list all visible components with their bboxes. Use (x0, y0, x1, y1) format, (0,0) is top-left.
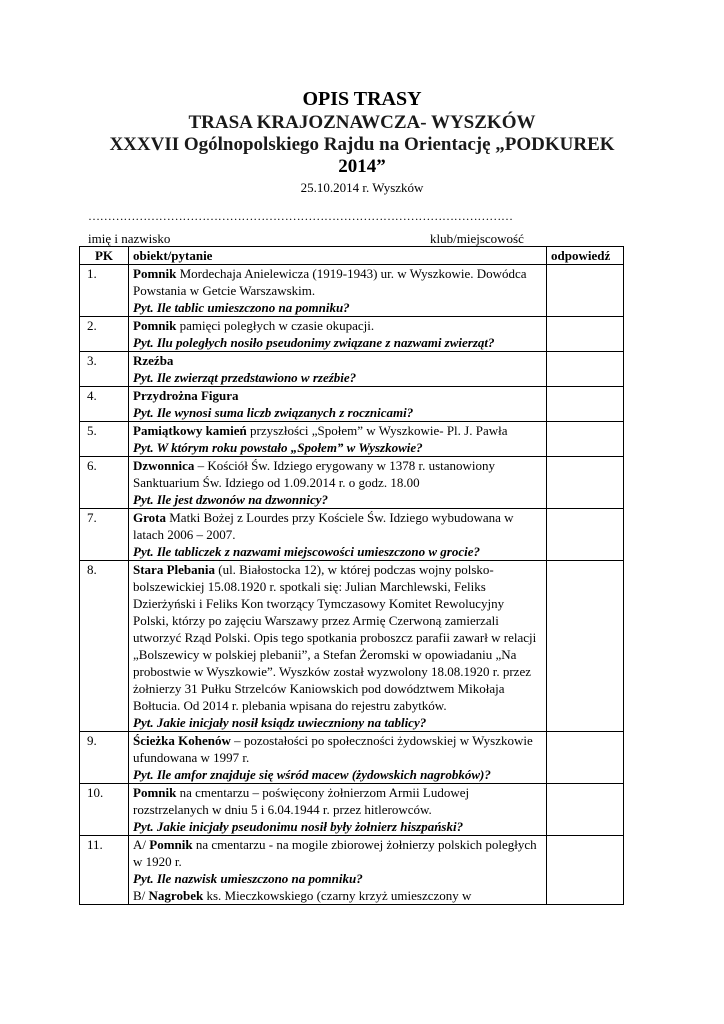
row-object: Grota (133, 510, 166, 525)
doc-title: OPIS TRASY (302, 88, 422, 110)
table-row (80, 784, 624, 836)
route-title: TRASA KRAJOZNAWCZA- WYSZKÓW (188, 112, 536, 133)
table-row (80, 422, 624, 457)
row-object: Pomnik (133, 785, 177, 800)
row-question: Pyt. Ile tablic umieszczono na pomniku? (133, 300, 350, 315)
row-text: (ul. Białostocka 12), w której podczas wojny polsko-bolszewickiej 15.08.1920 r. spotkali się: Julian Marchlewski, Feliks Dzierżyński i Feliks Kon tworzący Tymczasowy Komitet Rewolucyjny Polski, którzy po zajęciu Warszawy przez Armię Czerwoną zamierzali utworzyć Rząd Polski. Opis tego spotkania proboszcz parafii zawarł w relacji „Bolszewicy w polskiej plebanii”, a Stefan Żeromski w opowiadaniu „Na probostwie w Wyszkowie”. Wyszków został wyzwolony 18.08.1920 r. przez żołnierzy 31 Pułku Strzelców Kaniowskich pod dowództwem Mikołaja Bołtucia. Od 2014 r. plebania wpisana do rejestru zabytków. (133, 562, 537, 713)
table-row (80, 265, 624, 317)
row-question: Pyt. Jakie inicjały pseudonimu nosił były żołnierz hiszpański? (133, 819, 464, 834)
answer-cell[interactable] (547, 457, 624, 509)
answer-cell[interactable] (547, 387, 624, 422)
answer-cell[interactable] (547, 784, 624, 836)
row-question: Pyt. Jakie inicjały nosił ksiądz uwieczniony na tablicy? (133, 715, 427, 730)
row-object: Ścieżka Kohenów (133, 733, 231, 748)
row-object: Przydrożna Figura (133, 388, 239, 403)
answer-cell[interactable] (547, 732, 624, 784)
row-description (129, 387, 547, 422)
answer-cell[interactable] (547, 561, 624, 732)
row-description (129, 422, 547, 457)
event-title-line2: 2014” (338, 156, 386, 177)
row-pk: 1. (80, 265, 129, 317)
row-pk: 7. (80, 509, 129, 561)
row-prefix: A/ (133, 837, 150, 852)
row-text: na cmentarzu – poświęcony żołnierzom Armii Ludowej rozstrzelanych w dniu 5 i 6.04.1944 r. przez hitlerowców. (133, 785, 470, 817)
row-object: Dzwonnica (133, 458, 195, 473)
row-object: Pomnik (133, 266, 177, 281)
row-description (129, 784, 547, 836)
row-description (129, 561, 547, 732)
row-text: Mordechaja Anielewicza (1919-1943) ur. w Wyszkowie. Dowódca Powstania w Getcie Warszawskim. (133, 266, 527, 298)
row-pk: 4. (80, 387, 129, 422)
pk-header: PK (80, 247, 129, 265)
event-title-line1: XXXVII Ogólnopolskiego Rajdu na Orientację „PODKUREK (109, 134, 615, 155)
row-question: Pyt. W którym roku powstało „Społem” w Wyszkowie? (133, 440, 423, 455)
answer-cell[interactable] (547, 317, 624, 352)
table-row (80, 352, 624, 387)
answer-header: odpowiedź (547, 247, 624, 265)
row-description (129, 457, 547, 509)
table-row (80, 509, 624, 561)
row-text: przyszłości „Społem” w Wyszkowie- Pl. J. Pawła (246, 423, 508, 438)
row-pk: 2. (80, 317, 129, 352)
answer-cell[interactable] (547, 265, 624, 317)
row-text: – pozostałości po społeczności żydowskiej w Wyszkowie ufundowana w 1997 r. (133, 733, 533, 765)
object-header: obiekt/pytanie (129, 247, 547, 265)
route-table (79, 246, 624, 905)
row-description (129, 509, 547, 561)
row-description (129, 836, 547, 905)
row-description (129, 317, 547, 352)
row-pk: 8. (80, 561, 129, 732)
row-pk: 11. (80, 836, 129, 905)
row-prefix: B/ (133, 888, 149, 903)
answer-cell[interactable] (547, 509, 624, 561)
row-pk: 10. (80, 784, 129, 836)
table-row (80, 457, 624, 509)
row-question: Pyt. Ile wynosi suma liczb związanych z rocznicami? (133, 405, 414, 420)
table-header-row (80, 247, 624, 265)
row-text: ks. Mieczkowskiego (czarny krzyż umieszczony w (203, 888, 472, 903)
row-pk: 9. (80, 732, 129, 784)
answer-cell[interactable] (547, 422, 624, 457)
row-object: Stara Plebania (133, 562, 215, 577)
row-pk: 6. (80, 457, 129, 509)
table-row-11 (80, 836, 624, 905)
name-label: imię i nazwisko (88, 231, 171, 246)
row-object: Rzeźba (133, 353, 174, 368)
answer-cell[interactable] (547, 352, 624, 387)
row-question: Pyt. Ile zwierząt przedstawiono w rzeźbie? (133, 370, 357, 385)
row-text: pamięci poległych w czasie okupacji. (176, 318, 375, 333)
event-date: 25.10.2014 r. Wyszków (300, 180, 424, 195)
table-row (80, 317, 624, 352)
row-object: Nagrobek (148, 888, 204, 903)
row-object: Pomnik (149, 837, 193, 852)
row-description (129, 352, 547, 387)
row-object: Pomnik (133, 318, 177, 333)
row-description (129, 265, 547, 317)
answer-cell[interactable] (547, 836, 624, 905)
row-object: Pamiątkowy kamień (133, 423, 247, 438)
row-question: Pyt. Ilu poległych nosiło pseudonimy związane z nazwami zwierząt? (133, 335, 495, 350)
club-label: klub/miejscowość (430, 231, 524, 246)
row-question: Pyt. Ile tabliczek z nazwami miejscowości umieszczono w grocie? (133, 544, 481, 559)
table-row (80, 561, 624, 732)
name-fill-line: ……………………………………………………………………………………………… (88, 209, 513, 223)
table-row (80, 732, 624, 784)
row-question: Pyt. Ile nazwisk umieszczono na pomniku? (133, 871, 363, 886)
row-text: – Kościół Św. Idziego erygowany w 1378 r. ustanowiony Sanktuarium Św. Idziego od 1.09.2014 r. o godz. 18.00 (133, 458, 496, 490)
row-pk: 5. (80, 422, 129, 457)
row-question: Pyt. Ile amfor znajduje się wśród macew (żydowskich nagrobków)? (133, 767, 491, 782)
row-pk: 3. (80, 352, 129, 387)
row-text: na cmentarzu - na mogile zbiorowej żołnierzy polskich poległych w 1920 r. (133, 837, 537, 869)
row-description (129, 732, 547, 784)
row-text: Matki Bożej z Lourdes przy Kościele Św. Idziego wybudowana w latach 2006 – 2007. (133, 510, 514, 542)
row-question: Pyt. Ile jest dzwonów na dzwonnicy? (133, 492, 329, 507)
table-row (80, 387, 624, 422)
